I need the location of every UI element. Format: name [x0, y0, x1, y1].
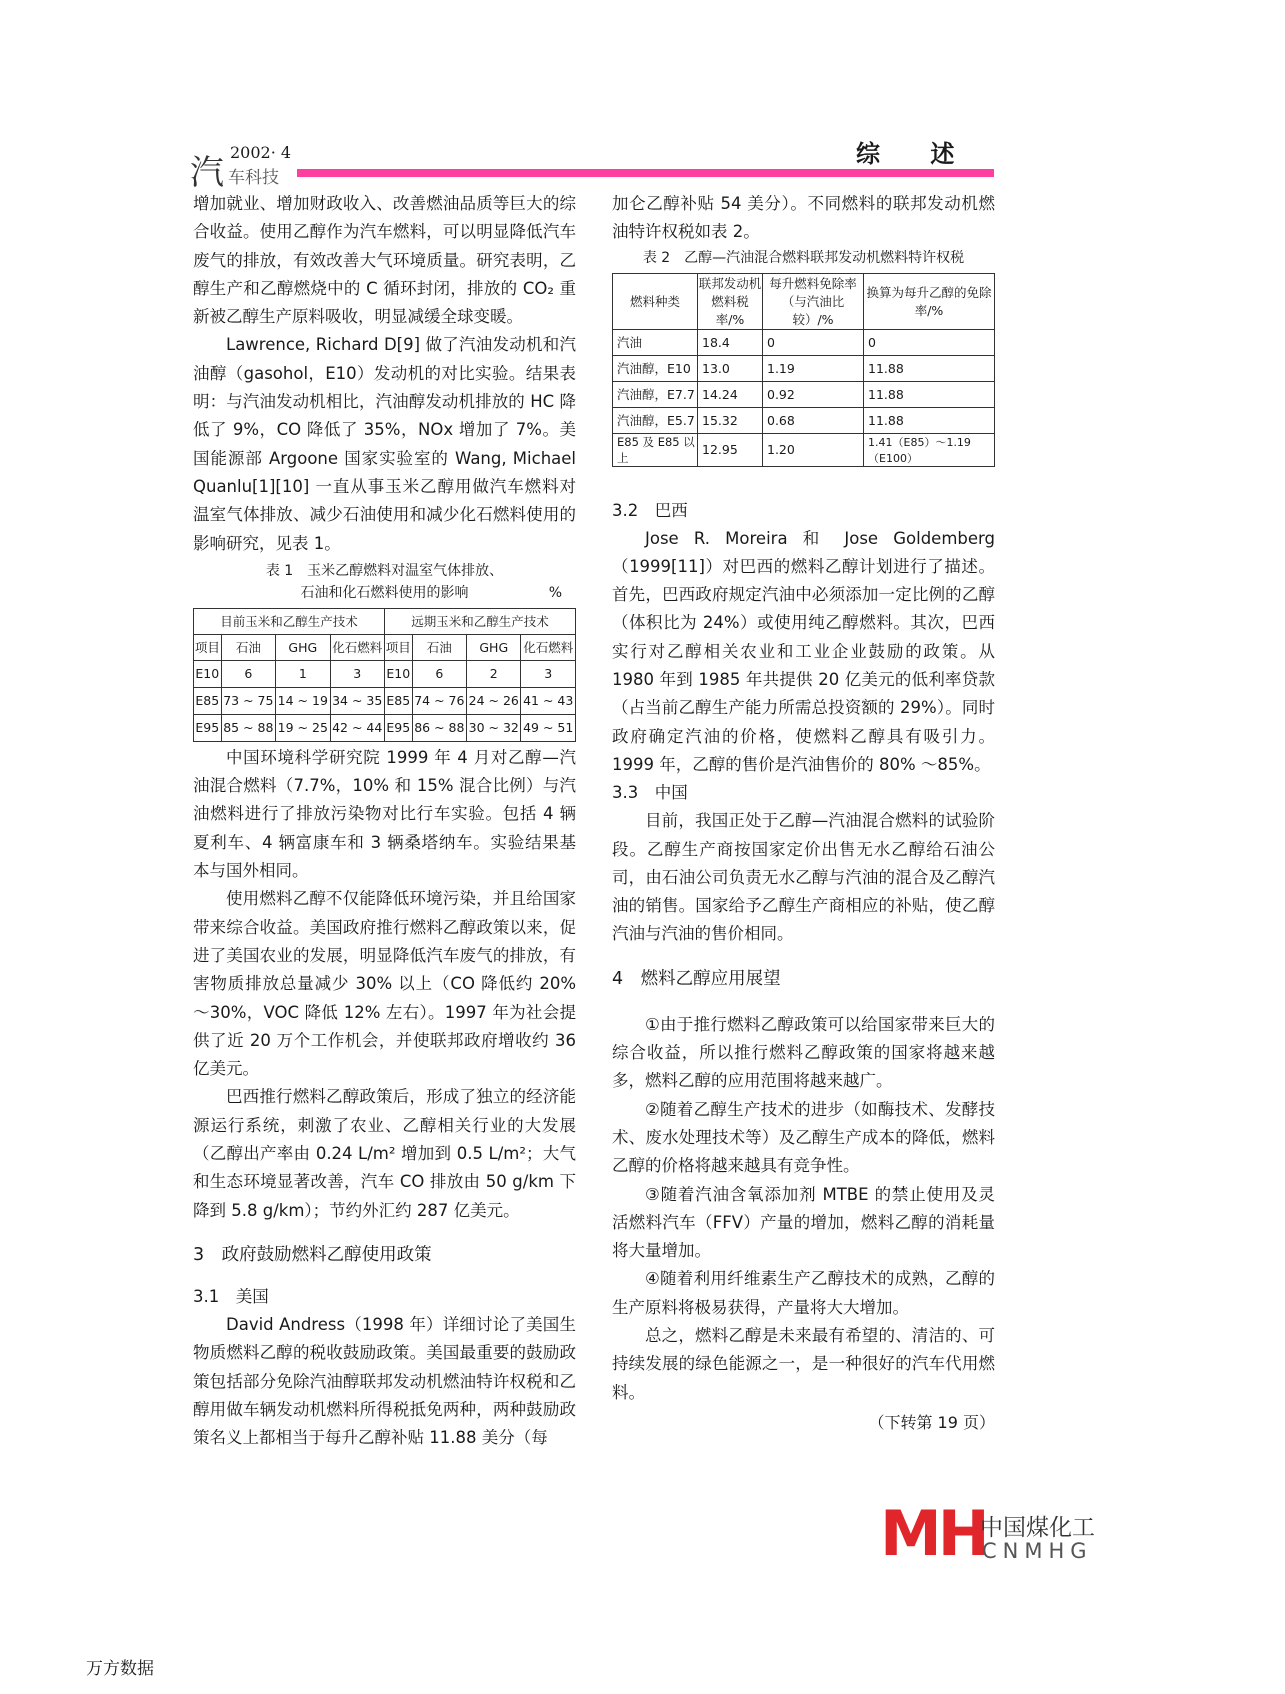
table-cell: 30 ~ 32 [467, 714, 521, 741]
table-row [613, 355, 995, 381]
table1-unit: % [548, 584, 562, 601]
watermark-logo [880, 1497, 1100, 1571]
table-row [194, 687, 576, 714]
table-cell: 1.19 [763, 355, 864, 381]
table1-header: 项目 [194, 634, 222, 660]
table-row [613, 433, 995, 466]
table-cell: E10 [384, 660, 412, 687]
table1-group-future: 远期玉米和乙醇生产技术 [384, 608, 575, 634]
table-cell: E85 [384, 687, 412, 714]
table-cell: 85 ~ 88 [221, 714, 275, 741]
paragraph: 使用燃料乙醇不仅能降低环境污染，并且给国家带来综合收益。美国政府推行燃料乙醇政策以来，促进了美国农业的发展，明显降低汽车废气的排放，有害物质排放总量减少 30% 以上（CO 降低约 20% ～30%，VOC 降低 12% 左右）。1997 年为社会提供了近 20 万个工作机会，并使联邦政府增收约 36 亿美元。 [193, 889, 576, 1079]
journal-issue: 2002· 4 [230, 143, 292, 162]
section-heading: 3 政府鼓励燃料乙醇使用政策 [193, 1244, 432, 1265]
paragraph: 增加就业、增加财政收入、改善燃油品质等巨大的综合收益。使用乙醇作为汽车燃料，可以明显降低汽车废气的排放，有效改善大气环境质量。研究表明，乙醇生产和乙醇燃烧中的 C 循环封闭，排放的 CO₂ 重新被乙醇生产原料吸收，明显减缓全球变暖。 [193, 194, 576, 327]
table-cell: 24 ~ 26 [467, 687, 521, 714]
paragraph: Jose R. Moreira 和 Jose Goldemberg（1999[11]）对巴西的燃料乙醇计划进行了描述。首先，巴西政府规定汽油中必须添加一定比例的乙醇（体积比为 24%）或使用纯乙醇燃料。其次，巴西实行对乙醇相关农业和工业企业鼓励的政策。从 1980 年到 1985 年共提供 20 亿美元的低利率贷款（占当前乙醇生产能力所需总投资额的 29%）。同时政府确定汽油的价格，使燃料乙醇具有吸引力。1999 年，乙醇的售价是汽油售价的 80% ～85%。 [612, 528, 995, 774]
paragraph: ①由于推行燃料乙醇政策可以给国家带来巨大的综合收益，所以推行燃料乙醇政策的国家将越来越多，燃料乙醇的应用范围将越来越广。 [612, 1014, 995, 1091]
logo-cn: 中国煤化工 [980, 1515, 1095, 1541]
left-column [193, 190, 576, 1452]
table-cell: 汽油醇，E5.7 [613, 407, 698, 433]
paragraph: Lawrence, Richard D[9] 做了汽油发动机和汽油醇（gasohol，E10）发动机的对比实验。结果表明：与汽油发动机相比，汽油醇发动机排放的 HC 降低了 9%，CO 降低了 35%，NOx 增加了 7%。美国能源部 Argoone 国家实验室的 Wang, Michael Quanlu[1][10] 一直从事玉米乙醇用做汽车燃料对温室气体排放、减少石油使用和减少化石燃料使用的影响研究，见表 1。 [193, 335, 576, 553]
table-cell: E85 [194, 687, 222, 714]
table-cell: 0 [763, 329, 864, 355]
table2-header: 燃料种类 [613, 273, 698, 329]
table-cell: 1 [276, 660, 330, 687]
table1-header: 石油 [221, 634, 275, 660]
table1-header: 化石燃料 [330, 634, 384, 660]
table2-caption: 表 2 乙醇—汽油混合燃料联邦发动机燃料特许权税 [642, 249, 965, 266]
table1-header: 项目 [384, 634, 412, 660]
table1-header: 石油 [412, 634, 466, 660]
table-cell: 49 ~ 51 [521, 714, 576, 741]
table1-caption: 表 1 玉米乙醇燃料对温室气体排放、 [265, 562, 504, 579]
table1 [193, 560, 576, 742]
header-rule [297, 169, 994, 177]
table-cell: 34 ~ 35 [330, 687, 384, 714]
table-cell: 11.88 [864, 381, 995, 407]
table-row [194, 660, 576, 687]
table-row [613, 407, 995, 433]
journal-char: 汽 [190, 153, 224, 193]
paragraph: 巴西推行燃料乙醇政策后，形成了独立的经济能源运行系统，刺激了农业、乙醇相关行业的大发展（乙醇出产率由 0.24 L/m² 增加到 0.5 L/m²；大气和生态环境显著改善，汽车 CO 排放由 50 g/km 下降到 5.8 g/km）；节约外汇约 287 亿美元。 [193, 1087, 576, 1220]
table-cell: 0 [864, 329, 995, 355]
table1-caption-text: 石油和化石燃料使用的影响 [300, 584, 469, 601]
section-label: 综 述 [856, 140, 961, 168]
table-cell: 3 [330, 660, 384, 687]
table2-header: 每升燃料免除率（与汽油比较）/% [763, 273, 864, 329]
table-cell: 2 [467, 660, 521, 687]
table-cell: 汽油醇，E7.7 [613, 381, 698, 407]
table-cell: E95 [194, 714, 222, 741]
table-cell: 11.88 [864, 407, 995, 433]
table1-caption-line2 [193, 582, 576, 604]
table-cell: 汽油 [613, 329, 698, 355]
table-cell: 13.0 [698, 355, 763, 381]
paragraph: ②随着乙醇生产技术的进步（如酶技术、发酵技术、废水处理技术等）及乙醇生产成本的降低，燃料乙醇的价格将越来越具有竞争性。 [612, 1099, 995, 1176]
table-cell: 14 ~ 19 [276, 687, 330, 714]
table-cell: 14.24 [698, 381, 763, 407]
table-cell: 0.68 [763, 407, 864, 433]
subsection-heading: 3.2 巴西 [612, 500, 688, 520]
table2-header: 换算为每升乙醇的免除率/% [864, 273, 995, 329]
table-cell: 6 [221, 660, 275, 687]
table-cell: 1.41（E85）～1.19（E100） [864, 433, 995, 466]
table-cell: 19 ~ 25 [276, 714, 330, 741]
table-cell: 86 ~ 88 [412, 714, 466, 741]
table-cell: 3 [521, 660, 576, 687]
table-cell: 0.92 [763, 381, 864, 407]
footer-source: 万方数据 [86, 1659, 154, 1679]
table-cell: E95 [384, 714, 412, 741]
table-cell: 42 ~ 44 [330, 714, 384, 741]
paragraph: 加仑乙醇补贴 54 美分）。不同燃料的联邦发动机燃油特许权税如表 2。 [612, 194, 995, 242]
table2 [612, 247, 995, 467]
paragraph: 总之，燃料乙醇是未来最有希望的、清洁的、可持续发展的绿色能源之一，是一种很好的汽车代用燃料。 [612, 1326, 995, 1402]
table-cell: 18.4 [698, 329, 763, 355]
subsection-heading: 3.1 美国 [193, 1286, 269, 1306]
journal-logo [190, 143, 310, 193]
paragraph: David Andress（1998 年）详细讨论了美国生物质燃料乙醇的税收鼓励政策。美国最重要的鼓励政策包括部分免除汽油醇联邦发动机燃油特许权税和乙醇用做车辆发动机燃料所得税抵免两种，两种鼓励政策名义上都相当于每升乙醇补贴 11.88 美分（每 [193, 1314, 576, 1448]
table-cell: 12.95 [698, 433, 763, 466]
table-cell: 汽油醇，E10 [613, 355, 698, 381]
table-row [613, 381, 995, 407]
table-cell: 1.20 [763, 433, 864, 466]
table-cell: 11.88 [864, 355, 995, 381]
continued-note: （下转第 19 页） [868, 1412, 995, 1432]
subsection-heading: 3.3 中国 [612, 783, 688, 803]
table-cell: 41 ~ 43 [521, 687, 576, 714]
table-row [194, 714, 576, 741]
table-cell: E85 及 E85 以上 [613, 433, 698, 466]
paragraph: ④随着利用纤维素生产乙醇技术的成熟，乙醇的生产原料将极易获得，产量将大大增加。 [612, 1269, 995, 1317]
table-row [613, 329, 995, 355]
table1-header: GHG [467, 634, 521, 660]
logo-mark: MH [880, 1497, 986, 1570]
table-cell: 15.32 [698, 407, 763, 433]
table-cell: 74 ~ 76 [412, 687, 466, 714]
right-column [612, 190, 995, 1437]
table1-group-current: 目前玉米和乙醇生产技术 [194, 608, 385, 634]
paragraph: 中国环境科学研究院 1999 年 4 月对乙醇—汽油混合燃料（7.7%，10% 和 15% 混合比例）与汽油燃料进行了排放污染物对比行车实验。包括 4 辆夏利车、4 辆富康车和 3 辆桑塔纳车。实验结果基本与国外相同。 [193, 747, 576, 881]
table2-header: 联邦发动机燃料税率/% [698, 273, 763, 329]
table-cell: 6 [412, 660, 466, 687]
table-cell: E10 [194, 660, 222, 687]
paragraph: ③随着汽油含氧添加剂 MTBE 的禁止使用及灵活燃料汽车（FFV）产量的增加，燃料乙醇的消耗量将大量增加。 [612, 1184, 995, 1261]
logo-en: CNMHG [982, 1539, 1093, 1563]
journal-name: 车科技 [228, 168, 279, 188]
paragraph: 目前，我国正处于乙醇—汽油混合燃料的试验阶段。乙醇生产商按国家定价出售无水乙醇给石油公司，由石油公司负责无水乙醇与汽油的混合及乙醇汽油的销售。国家给予乙醇生产商相应的补贴，使乙醇汽油与汽油的售价相同。 [612, 811, 995, 944]
table1-header: 化石燃料 [521, 634, 576, 660]
section-heading: 4 燃料乙醇应用展望 [612, 968, 781, 989]
table1-header: GHG [276, 634, 330, 660]
table-cell: 73 ~ 75 [221, 687, 275, 714]
